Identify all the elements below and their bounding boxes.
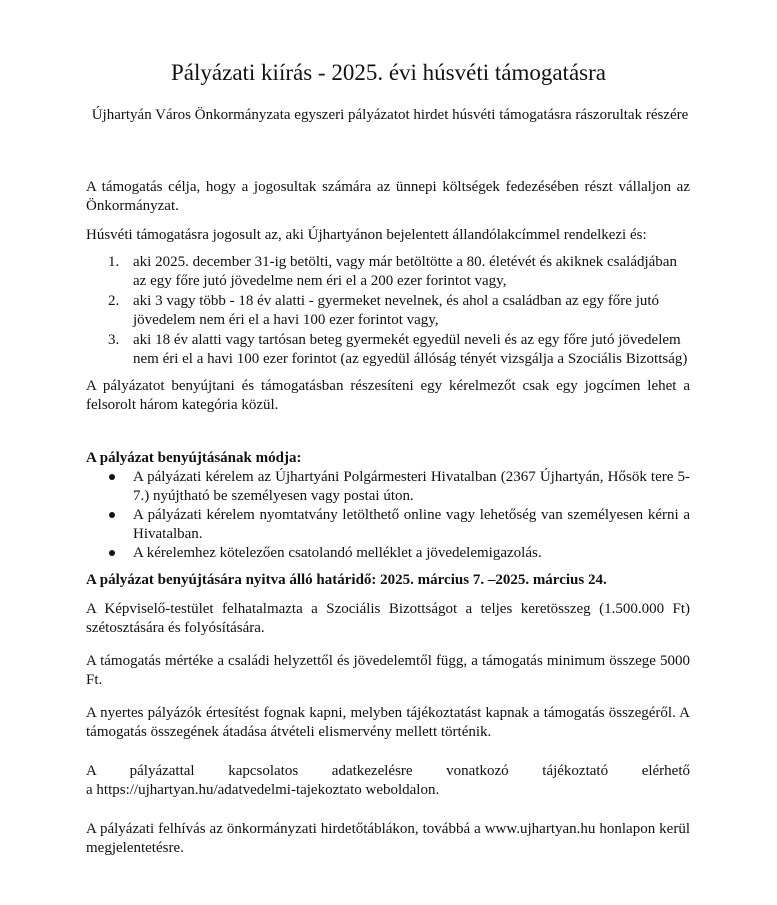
list-item (86, 292, 690, 330)
list-number: 2. (108, 293, 120, 309)
list-item-text: A pályázati kérelem az Újhartyáni Polgármesteri Hivatalban (2367 Újhartyán, Hősök tere 5-7.) nyújtható be személyesen vagy postai úton. (133, 469, 690, 504)
submission-heading: A pályázat benyújtásának módja: (86, 450, 302, 466)
amount-paragraph: A támogatás mértéke a családi helyzettől és jövedelemtől függ, a támogatás minimum összege 5000 Ft. (86, 653, 690, 688)
one-category-note: A pályázatot benyújtani és támogatásban részesíteni egy kérelmezőt csak egy jogcímen lehet a felsorolt három kategória közül. (86, 378, 690, 413)
bullet-icon (109, 474, 115, 480)
document-body (86, 178, 690, 858)
list-item-text: aki 3 vagy több - 18 év alatti - gyermeket nevelnek, és ahol a családban az egy főre jutó jövedelem nem éri el a havi 100 ezer forintot vagy, (133, 293, 660, 328)
eligibility-lead: Húsvéti támogatásra jogosult az, aki Újhartyánon bejelentett állandólakcímmel rendelkezi és: (86, 227, 647, 243)
page-title: Pályázati kiírás - 2025. évi húsvéti támogatásra (171, 60, 606, 85)
list-number: 1. (108, 254, 120, 270)
page-subtitle: Újhartyán Város Önkormányzata egyszeri pályázatot hirdet húsvéti támogatásra rászorultak részére (91, 107, 689, 123)
list-item (86, 506, 690, 544)
list-item-text: A pályázati kérelem nyomtatvány letölthető online vagy lehetőség van személyesen kérni a Hivatalban. (133, 507, 690, 542)
notification-paragraph: A nyertes pályázók értesítést fognak kapni, melyben tájékoztatást kapnak a támogatás összegéről. A támogatás összegének átadása átvételi elismervény mellett történik. (86, 705, 690, 740)
eligibility-list (86, 253, 690, 369)
budget-paragraph: A Képviselő-testület felhatalmazta a Szociális Bizottságot a teljes keretösszeg (1.500.000 Ft) szétosztására és folyósítására. (86, 601, 690, 636)
list-item (86, 253, 690, 291)
publication-paragraph: A pályázati felhívás az önkormányzati hirdetőtáblákon, továbbá a www.ujhartyan.hu honlapon kerül megjelentetésre. (86, 821, 690, 856)
list-number: 3. (108, 332, 120, 348)
privacy-line-1: A pályázattal kapcsolatos adatkezelésre vonatkozó tájékoztató elérhető (86, 763, 690, 779)
deadline-paragraph: A pályázat benyújtására nyitva álló határidő: 2025. március 7. –2025. március 24. (86, 572, 607, 588)
intro-paragraph: A támogatás célja, hogy a jogosultak számára az ünnepi költségek fedezésében részt vállaljon az Önkormányzat. (86, 179, 690, 214)
list-item-text: aki 2025. december 31-ig betölti, vagy már betöltötte a 80. életévét és akiknek családjában az egy főre jutó jövedelme nem éri el a 200 ezer forintot vagy, (133, 254, 677, 289)
list-item-text: A kérelemhez kötelezően csatolandó melléklet a jövedelemigazolás. (133, 545, 542, 561)
list-item (86, 468, 690, 506)
bullet-icon (109, 512, 115, 518)
list-item (86, 544, 690, 563)
list-item-text: aki 18 év alatti vagy tartósan beteg gyermekét egyedül neveli és az egy főre jutó jövedelem nem éri el a havi 100 ezer forintot (az egyedül állóság tényét vizsgálja a Szociális Bizottság) (133, 332, 688, 367)
privacy-line-2: a https://ujhartyan.hu/adatvedelmi-tajekoztato weboldalon. (86, 782, 440, 798)
bullet-icon (109, 550, 115, 556)
submission-list (86, 468, 690, 563)
list-item (86, 331, 690, 369)
